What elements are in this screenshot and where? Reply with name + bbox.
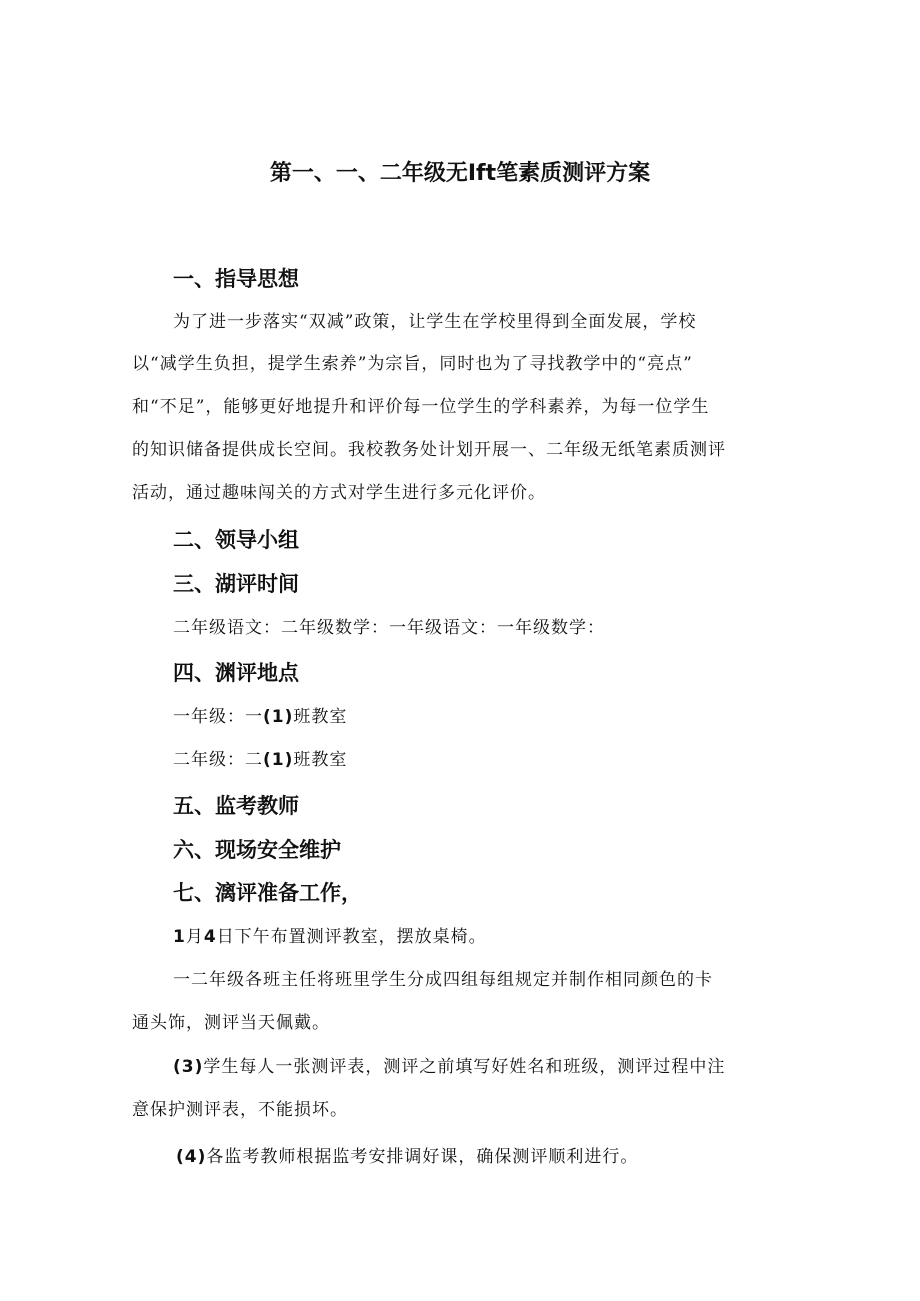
paragraph-line: 活动，通过趣味闯关的方式对学生进行多元化评价。 <box>132 483 546 503</box>
section-heading-invigilators: 五、监考教师 <box>173 794 299 818</box>
item1-month-char: 月 <box>185 927 204 947</box>
evaluation-time-text: 二年级语文：二年级数学：一年级语文：一年级数学： <box>173 618 605 638</box>
paragraph-line: 和“不足”，能够更好地提升和评价每一位学生的学科素养，为每一位学生 <box>132 397 710 417</box>
preparation-item-3-line1 <box>173 1053 793 1081</box>
item3-number: (3) <box>173 1057 204 1077</box>
item4-text: 各监考教师根据监考安排调好课，确保测评顺利进行。 <box>206 1147 639 1167</box>
location-line-grade2 <box>173 746 793 774</box>
location-grade2-class-number: (1) <box>263 750 294 770</box>
section-heading-leadership-group: 二、领导小组 <box>173 528 299 552</box>
item1-month: 1 <box>173 927 186 947</box>
section-heading-guiding-ideology: 一、指导思想 <box>173 267 299 291</box>
item4-number: (4) <box>176 1147 207 1167</box>
location-grade2-suffix: 班教室 <box>293 750 348 770</box>
preparation-item-4 <box>176 1143 796 1171</box>
preparation-item-2-line1: 一二年级各班主任将班里学生分成四组每组规定并制作相同颜色的卡 <box>173 970 713 990</box>
location-grade1-suffix: 班教室 <box>293 707 348 727</box>
preparation-item-2-line2: 通头饰，测评当天佩戴。 <box>132 1013 330 1033</box>
paragraph-line: 为了进一步落实“双减”政策，让学生在学校里得到全面发展，学校 <box>173 312 697 332</box>
section-heading-onsite-safety: 六、现场安全维护 <box>173 838 341 862</box>
paragraph-line: 的知识储备提供成长空间。我校教务处计划开展一、二年级无纸笔素质测评 <box>132 440 726 460</box>
item1-day: 4 <box>203 927 217 947</box>
location-grade1-class-number: (1) <box>263 707 294 727</box>
item1-text: 日下午布置测评教室，摆放桌椅。 <box>216 927 487 947</box>
paragraph-line: 以“减学生负担，提学生索养”为宗旨，同时也为了寻找教学中的“亮点” <box>132 354 693 374</box>
location-line-grade1 <box>173 703 793 731</box>
item3-text: 学生每人一张测评表，测评之前填写好姓名和班级，测评过程中注 <box>203 1057 726 1077</box>
document-title: 第一、一、二年级无Ift笔素质测评方案 <box>269 161 651 186</box>
section-heading-evaluation-location: 四、渊评地点 <box>173 661 299 685</box>
section-heading-evaluation-time: 三、湖评时间 <box>173 572 299 596</box>
preparation-item-3-line2: 意保护测评表，不能损坏。 <box>132 1100 348 1120</box>
location-grade1-prefix: 一年级：一 <box>173 707 263 727</box>
location-grade2-prefix: 二年级：二 <box>173 750 263 770</box>
preparation-item-1 <box>173 923 793 951</box>
section-heading-preparation: 七、漓评准备工作， <box>173 881 362 905</box>
